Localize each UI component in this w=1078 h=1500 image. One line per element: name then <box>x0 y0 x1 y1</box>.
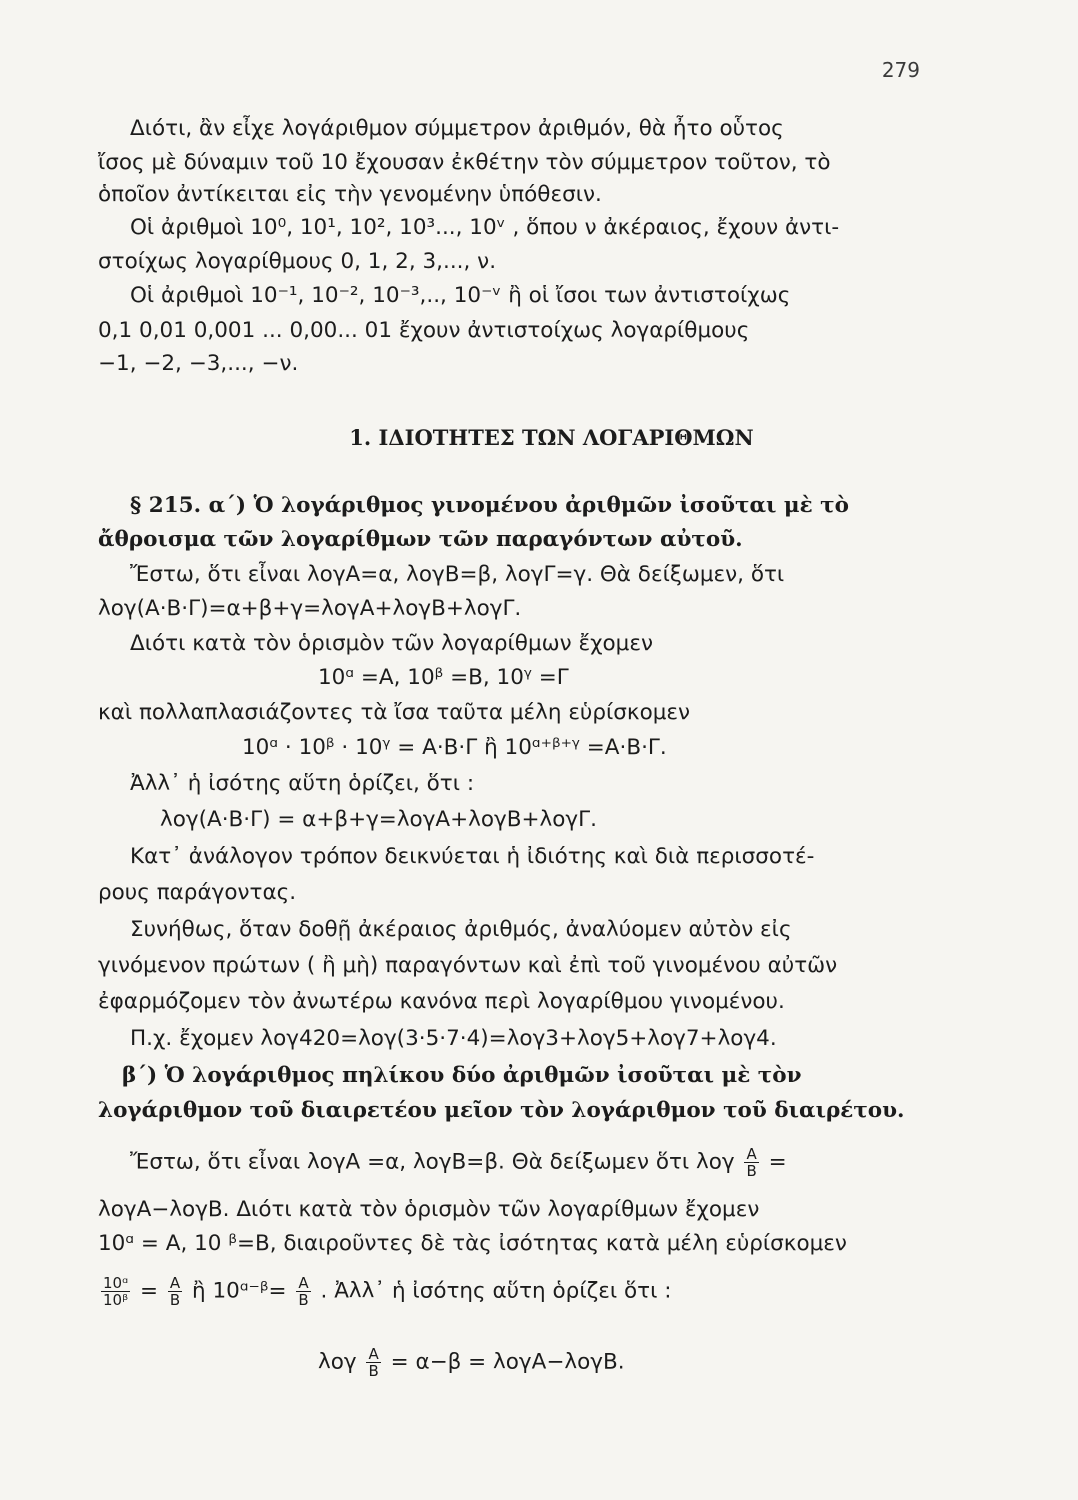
fraction-denominator: Β <box>368 1362 379 1380</box>
fraction-numerator: Α <box>366 1346 380 1363</box>
fraction <box>296 1275 310 1308</box>
theorem-line: § 215. α΄) Ὁ λογάριθμος γινομένου ἀριθμῶν ἰσοῦται μὲ τὸ <box>130 493 849 518</box>
text-line: Κατ᾽ ἀνάλογον τρόπον δεικνύεται ἡ ἰδιότης καὶ διὰ περισσοτέ- <box>130 844 815 869</box>
text-span: ἢ 10ᵅ⁻ᵝ= <box>192 1278 287 1304</box>
text-line: Διότι, ἂν εἶχε λογάριθμον σύμμετρον ἀριθμόν, θὰ ἦτο οὗτος <box>130 116 784 141</box>
fraction-numerator: Α <box>296 1275 310 1292</box>
equation-line <box>0 1275 1078 1308</box>
text-line: στοίχως λογαρίθμους 0, 1, 2, 3,..., ν. <box>98 249 497 274</box>
text-line: ὁποῖον ἀντίκειται εἰς τὴν γενομένην ὑπόθεσιν. <box>98 182 602 207</box>
fraction <box>366 1346 380 1379</box>
text-line: Διότι κατὰ τὸν ὁρισμὸν τῶν λογαρίθμων ἔχομεν <box>130 631 653 656</box>
text-line: Οἱ ἀριθμοὶ 10⁻¹, 10⁻², 10⁻³,.., 10⁻ᵛ ἢ οἱ ἴσοι των ἀντιστοίχως <box>130 283 791 308</box>
fraction-denominator: 10ᵝ <box>103 1291 129 1309</box>
text-line: Ἔστω, ὅτι εἶναι λογΑ=α, λογΒ=β, λογΓ=γ. Θὰ δείξωμεν, ὅτι <box>130 562 785 587</box>
text-line: Συνήθως, ὅταν δοθῇ ἀκέραιος ἀριθμός, ἀναλύομεν αὐτὸν εἰς <box>130 917 792 942</box>
section-heading: 1. ΙΔΙΟΤΗΤΕΣ ΤΩΝ ΛΟΓΑΡΙΘΜΩΝ <box>349 425 754 450</box>
text-line: Οἱ ἀριθμοὶ 10⁰, 10¹, 10², 10³..., 10ᵛ , ὅπου ν ἀκέραιος, ἔχουν ἀντι- <box>130 215 840 240</box>
text-line: 10ᵅ = Α, 10 ᵝ=Β, διαιροῦντες δὲ τὰς ἰσότητας κατὰ μέλη εὑρίσκομεν <box>98 1231 847 1256</box>
fraction <box>101 1275 130 1308</box>
theorem-line: λογάριθμον τοῦ διαιρετέου μεῖον τὸν λογάριθμον τοῦ διαιρέτου. <box>98 1098 905 1123</box>
text-line: καὶ πολλαπλασιάζοντες τὰ ἴσα ταῦτα μέλη εὑρίσκομεν <box>98 700 691 725</box>
text-line: λογ(Α·Β·Γ)=α+β+γ=λογΑ+λογΒ+λογΓ. <box>98 596 522 621</box>
fraction <box>744 1146 758 1179</box>
text-span: . Ἀλλ᾽ ἡ ἰσότης αὕτη ὁρίζει ὅτι : <box>320 1278 672 1304</box>
text-line: ρους παράγοντας. <box>98 880 297 905</box>
text-span: = α−β = λογΑ−λογΒ. <box>390 1349 625 1375</box>
equation-line: 10ᵅ =Α, 10ᵝ =Β, 10ᵞ =Γ <box>318 665 569 690</box>
page-number: 279 <box>881 58 920 82</box>
text-span: λογ <box>318 1349 357 1375</box>
text-span: Ἔστω, ὅτι εἶναι λογΑ =α, λογΒ=β. Θὰ δείξωμεν ὅτι λογ <box>130 1149 735 1175</box>
text-line: 0,1 0,01 0,001 ... 0,00... 01 ἔχουν ἀντιστοίχως λογαρίθμους <box>98 318 750 343</box>
equation-line: λογ(Α·Β·Γ) = α+β+γ=λογΑ+λογΒ+λογΓ. <box>160 807 597 832</box>
text-line: ἴσος μὲ δύναμιν τοῦ 10 ἔχουσαν ἐκθέτην τὸν σύμμετρον τοῦτον, τὸ <box>98 150 831 175</box>
text-line: Ἀλλ᾽ ἡ ἰσότης αὕτη ὁρίζει, ὅτι : <box>130 771 475 796</box>
fraction <box>168 1275 182 1308</box>
text-line: Π.χ. ἔχομεν λογ420=λογ(3·5·7·4)=λογ3+λογ5+λογ7+λογ4. <box>130 1026 777 1051</box>
fraction-numerator: Α <box>744 1146 758 1163</box>
text-line <box>0 1146 1078 1179</box>
equation-line: 10ᵅ · 10ᵝ · 10ᵞ = Α·Β·Γ ἢ 10ᵅ⁺ᵝ⁺ᵞ =Α·Β·Γ. <box>242 735 667 760</box>
theorem-line: β΄) Ὁ λογάριθμος πηλίκου δύο ἀριθμῶν ἰσοῦται μὲ τὸν <box>122 1063 802 1088</box>
text-line: γινόμενον πρώτων ( ἢ μὴ) παραγόντων καὶ ἐπὶ τοῦ γινομένου αὐτῶν <box>98 953 838 978</box>
fraction-denominator: Β <box>746 1162 757 1180</box>
text-line: −1, −2, −3,..., −ν. <box>98 351 299 376</box>
theorem-line: ἄθροισμα τῶν λογαρίθμων τῶν παραγόντων αὐτοῦ. <box>98 527 743 552</box>
text-span: = <box>140 1278 159 1304</box>
equation-line <box>0 1346 1078 1379</box>
fraction-denominator: Β <box>169 1291 181 1309</box>
fraction-numerator: 10ᵅ <box>103 1274 129 1292</box>
text-line: λογΑ−λογΒ. Διότι κατὰ τὸν ὁρισμὸν τῶν λογαρίθμων ἔχομεν <box>98 1197 760 1222</box>
fraction-numerator: Α <box>168 1275 182 1292</box>
text-line: ἐφαρμόζομεν τὸν ἀνωτέρω κανόνα περὶ λογαρίθμου γινομένου. <box>98 989 785 1014</box>
fraction-denominator: Β <box>298 1291 309 1309</box>
text-span: = <box>768 1149 787 1175</box>
